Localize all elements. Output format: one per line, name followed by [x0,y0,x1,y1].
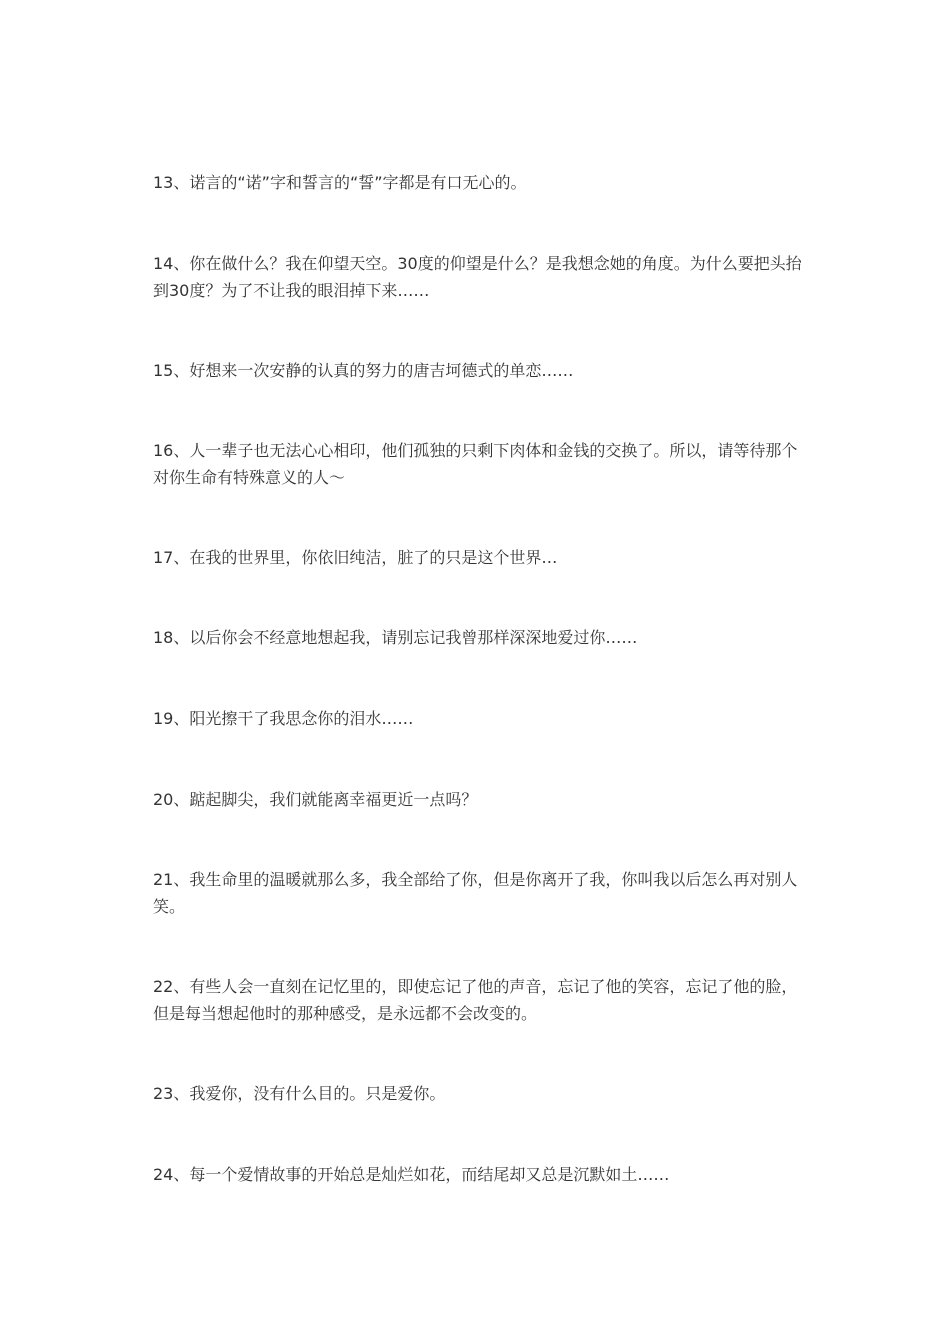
paragraph-17: 17、在我的世界里，你依旧纯洁，脏了的只是这个世界… [153,548,558,567]
paragraph-19: 19、阳光擦干了我思念你的泪水…… [153,709,414,728]
paragraph-14: 14、你在做什么？我在仰望天空。30度的仰望是什么？是我想念她的角度。为什么要把头抬到30度？为了不让我的眼泪掉下来…… [153,254,802,300]
paragraph-22: 22、有些人会一直刻在记忆里的，即使忘记了他的声音，忘记了他的笑容，忘记了他的脸，但是每当想起他时的那种感受，是永远都不会改变的。 [153,977,798,1023]
paragraph-20: 20、踮起脚尖，我们就能离幸福更近一点吗？ [153,790,478,809]
paragraph-21: 21、我生命里的温暖就那么多，我全部给了你，但是你离开了我，你叫我以后怎么再对别人笑。 [153,870,798,916]
paragraph-16: 16、人一辈子也无法心心相印，他们孤独的只剩下肉体和金钱的交换了。所以，请等待那个对你生命有特殊意义的人～ [153,441,798,487]
paragraph-24: 24、每一个爱情故事的开始总是灿烂如花，而结尾却又总是沉默如土…… [153,1165,670,1184]
paragraph-15: 15、好想来一次安静的认真的努力的唐吉坷德式的单恋…… [153,361,574,380]
paragraph-18: 18、以后你会不经意地想起我，请别忘记我曾那样深深地爱过你…… [153,628,638,647]
paragraph-13: 13、诺言的“诺”字和誓言的“誓”字都是有口无心的。 [153,173,527,192]
paragraph-23: 23、我爱你，没有什么目的。只是爱你。 [153,1084,446,1103]
